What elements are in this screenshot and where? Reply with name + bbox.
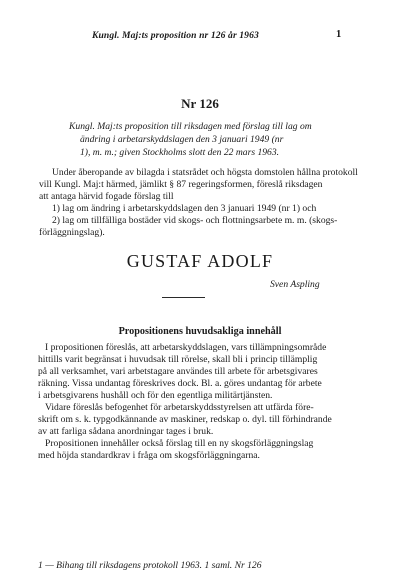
summary-line: på all verksamhet, vari arbetstagare användes till arbete för arbetsgivares <box>38 366 318 378</box>
intro-line: förläggningslag). <box>39 227 105 239</box>
page-number: 1 <box>336 29 342 40</box>
summary-line: hittills varit begränsat i huvudsak till rörelse, skall bli i princip tillämplig <box>38 354 318 366</box>
running-title: Kungl. Maj:ts proposition nr 126 år 1963 <box>92 30 259 41</box>
summary-heading: Propositionens huvudsakliga innehåll <box>118 326 282 337</box>
summary-line: med höjda standardkrav i fråga om skogsförläggningarna. <box>38 450 260 462</box>
divider-rule <box>162 297 205 298</box>
title-line: Kungl. Maj:ts proposition till riksdagen med förslag till lag om <box>69 121 312 132</box>
intro-line: vill Kungl. Maj:t härmed, jämlikt § 87 regeringsformen, föreslå riksdagen <box>39 179 323 191</box>
document-number: Nr 126 <box>181 96 219 111</box>
title-line: 1), m. m.; given Stockholms slott den 22 mars 1963. <box>80 147 280 158</box>
summary-line: Propositionen innehåller också förslag till en ny skogsförläggningslag <box>45 438 314 450</box>
summary-line: av att farliga sådana anordningar tages i bruk. <box>38 426 214 438</box>
summary-line: i arbetsgivarens hushåll och för den egentliga militärtjänsten. <box>38 390 273 402</box>
intro-list-item: 1) lag om ändring i arbetarskyddslagen den 3 januari 1949 (nr 1) och <box>52 203 317 215</box>
intro-list-item: 2) lag om tillfälliga bostäder vid skogs- och flottningsarbete m. m. (skogs- <box>52 215 338 227</box>
summary-line: räkning. Vissa undantag föreskrives dock. Bl. a. göres undantag för arbete <box>38 378 322 390</box>
title-line: ändring i arbetarskyddslagen den 3 januari 1949 (nr <box>80 134 284 145</box>
summary-body <box>38 342 364 462</box>
summary-line: Vidare föreslås befogenhet för arbetarskyddsstyrelsen att utfärda före- <box>45 402 314 414</box>
summary-line: skrift om s. k. typgodkännande av maskiner, redskap o. dyl. till förhindrande <box>38 414 332 426</box>
royal-signature: GUSTAF ADOLF <box>126 251 274 271</box>
minister-signature: Sven Aspling <box>270 279 320 290</box>
intro-paragraph <box>39 167 361 240</box>
summary-line: I propositionen föreslås, att arbetarskyddslagen, vars tillämpningsområde <box>45 342 327 353</box>
footer-reference: 1 — Bihang till riksdagens protokoll 1963. 1 saml. Nr 126 <box>38 560 262 571</box>
intro-line: att antaga härvid fogade förslag till <box>39 191 174 203</box>
intro-line: Under åberopande av bilagda i statsrådet och högsta domstolen hållna protokoll <box>52 167 358 178</box>
document-title <box>69 120 349 159</box>
